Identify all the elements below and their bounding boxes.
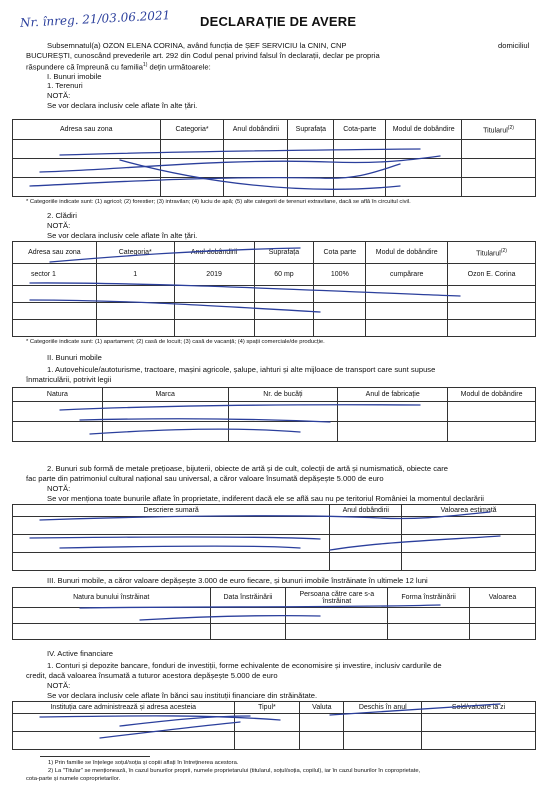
note-label: NOTĂ: bbox=[47, 484, 71, 493]
table-row bbox=[13, 159, 536, 178]
note-text: Se vor declara inclusiv cele aflate în alte țări. bbox=[47, 101, 198, 110]
note-label: NOTĂ: bbox=[47, 681, 71, 690]
note-label: NOTĂ: bbox=[47, 91, 71, 100]
registration-note: Nr. înreg. 21/03.06.2021 bbox=[19, 8, 171, 30]
vehicles-table bbox=[12, 387, 536, 442]
section-heading: IV. Active financiare bbox=[47, 649, 113, 658]
page-title: DECLARAȚIE DE AVERE bbox=[200, 14, 357, 29]
table-header: Anul dobândirii bbox=[174, 242, 254, 264]
land-footnote: * Categoriile indicate sunt: (1) agricol; (2) forestier; (3) intravilan; (4) luciu de apă; (5) alte categorii de terenuri extravilane, dacă se află în circuitul civil. bbox=[26, 199, 411, 205]
table-header: Modul de dobândire bbox=[448, 388, 536, 402]
section-text: 1. Autovehicule/autoturisme, tractoare, mașini agricole, șalupe, iahturi și alte mijloace de transport care sunt supuse bbox=[47, 365, 436, 374]
table-header: Sold/valoare la zi bbox=[422, 702, 536, 714]
note-text: Se vor declara inclusiv cele aflate în alte țări. bbox=[47, 231, 198, 240]
table-cell: sector 1 bbox=[13, 264, 97, 286]
table-row bbox=[13, 422, 536, 442]
subsection-heading: 1. Terenuri bbox=[47, 81, 83, 90]
table-header: Adresa sau zona bbox=[13, 120, 161, 140]
table-cell: 60 mp bbox=[254, 264, 314, 286]
table-header: Titularul$^{(2)}$ bbox=[462, 120, 536, 140]
section-text: fac parte din patrimoniul cultural național sau universal, a căror valoare însumată depășește 5.000 de euro bbox=[26, 474, 384, 483]
table-row bbox=[13, 178, 536, 197]
table-header: Instituția care administrează și adresa acesteia bbox=[13, 702, 235, 714]
footnote-divider bbox=[40, 756, 150, 757]
table-header: Valoarea estimată bbox=[402, 505, 536, 517]
table-row bbox=[13, 303, 536, 320]
valuables-table bbox=[12, 504, 536, 571]
table-row bbox=[13, 624, 536, 640]
table-header: Valuta bbox=[300, 702, 344, 714]
table-row bbox=[13, 286, 536, 303]
table-cell: 2019 bbox=[174, 264, 254, 286]
note-text: Se vor menționa toate bunurile aflate în proprietate, indiferent dacă ele se află sau nu pe teritoriul României la momentul declarării bbox=[47, 494, 484, 503]
table-cell: 100% bbox=[314, 264, 366, 286]
intro-line-2: BUCUREȘTI, cunoscând prevederile art. 292 din Codul penal privind falsul în declarații, declar pe propria bbox=[26, 51, 380, 60]
table-header: Cota parte bbox=[314, 242, 366, 264]
table-row bbox=[13, 553, 536, 571]
section-heading: I. Bunuri imobile bbox=[47, 72, 102, 81]
section-text: credit, dacă valoarea însumată a tuturor acestora depășește 5.000 de euro bbox=[26, 671, 278, 680]
intro-line-3: răspundere că împreună cu familia$^{1)}$ dețin următoarele: bbox=[26, 62, 211, 72]
table-header: Cota-parte bbox=[334, 120, 386, 140]
section-text: înmatriculării, potrivit legii bbox=[26, 375, 112, 384]
section-heading: III. Bunuri mobile, a căror valoare depășește 3.000 de euro fiecare, și bunuri imobile înstrăinate în ultimele 12 luni bbox=[47, 576, 428, 585]
table-header: Valoarea bbox=[470, 588, 536, 608]
table-header: Forma înstrăinării bbox=[388, 588, 470, 608]
table-header: Suprafața bbox=[254, 242, 314, 264]
table-row bbox=[13, 264, 536, 286]
intro-line-1: Subsemnatul(a) OZON ELENA CORINA, având funcția de ȘEF SERVICIU la CNIN, CNP bbox=[47, 41, 347, 50]
footnote-2: 2) La "Titular" se menționează, în cazul bunurilor proprii, numele proprietarului (titularul, soțul/soția, copilul), iar în cazul bunurilor în coproprietate, bbox=[48, 768, 421, 774]
table-header: Deschis în anul bbox=[344, 702, 422, 714]
table-cell: 1 bbox=[96, 264, 174, 286]
table-header: Tipul* bbox=[234, 702, 300, 714]
table-header: Marca bbox=[102, 388, 228, 402]
table-header: Suprafața bbox=[288, 120, 334, 140]
table-header: Anul de fabricație bbox=[338, 388, 448, 402]
table-header: Descriere sumară bbox=[13, 505, 330, 517]
table-row bbox=[13, 140, 536, 159]
land-table bbox=[12, 119, 536, 197]
table-cell: cumpărare bbox=[366, 264, 448, 286]
intro-line-1b: domiciliul bbox=[498, 41, 530, 50]
footnote-1: 1) Prin familie se înțelege soțul/soția și copiii aflați în întreținerea acestora. bbox=[48, 760, 239, 766]
section-heading: II. Bunuri mobile bbox=[47, 353, 102, 362]
table-row bbox=[13, 320, 536, 337]
table-row bbox=[13, 517, 536, 535]
table-header: Anul dobândirii bbox=[330, 505, 402, 517]
table-header: Data înstrăinării bbox=[210, 588, 286, 608]
table-header: Natura bbox=[13, 388, 103, 402]
table-header: Natura bunului înstrăinat bbox=[13, 588, 211, 608]
table-header: Modul de dobândire bbox=[386, 120, 462, 140]
buildings-table bbox=[12, 241, 536, 337]
accounts-table bbox=[12, 701, 536, 750]
table-header: Nr. de bucăți bbox=[228, 388, 338, 402]
table-header: Titularul$^{(2)}$ bbox=[448, 242, 536, 264]
table-header: Persoana către care s-a înstrăinat bbox=[286, 588, 388, 608]
table-header: Modul de dobândire bbox=[366, 242, 448, 264]
table-row bbox=[13, 402, 536, 422]
table-row bbox=[13, 732, 536, 750]
table-header: Categoria* bbox=[160, 120, 224, 140]
section-text: 2. Bunuri sub formă de metale prețioase, bijuterii, obiecte de artă și de cult, colecții de artă și numismatică, obiecte care bbox=[47, 464, 448, 473]
note-label: NOTĂ: bbox=[47, 221, 71, 230]
table-header: Anul dobândirii bbox=[224, 120, 288, 140]
table-header: Adresa sau zona bbox=[13, 242, 97, 264]
table-cell: Ozon E. Corina bbox=[448, 264, 536, 286]
table-row bbox=[13, 714, 536, 732]
footnote-2-cont: cota-parte și numele coproprietarilor. bbox=[26, 776, 121, 782]
note-text: Se vor declara inclusiv cele aflate în bănci sau instituții financiare din străinătate. bbox=[47, 691, 318, 700]
table-header: Categoria* bbox=[96, 242, 174, 264]
alienated-table bbox=[12, 587, 536, 640]
buildings-footnote: * Categoriile indicate sunt: (1) apartament; (2) casă de locuit; (3) casă de vacanță; (4) spații comerciale/de producție. bbox=[26, 339, 325, 345]
section-text: 1. Conturi și depozite bancare, fonduri de investiții, forme echivalente de economisire și investire, inclusiv cardurile de bbox=[47, 661, 442, 670]
table-row bbox=[13, 535, 536, 553]
table-row bbox=[13, 608, 536, 624]
subsection-heading: 2. Clădiri bbox=[47, 211, 77, 220]
